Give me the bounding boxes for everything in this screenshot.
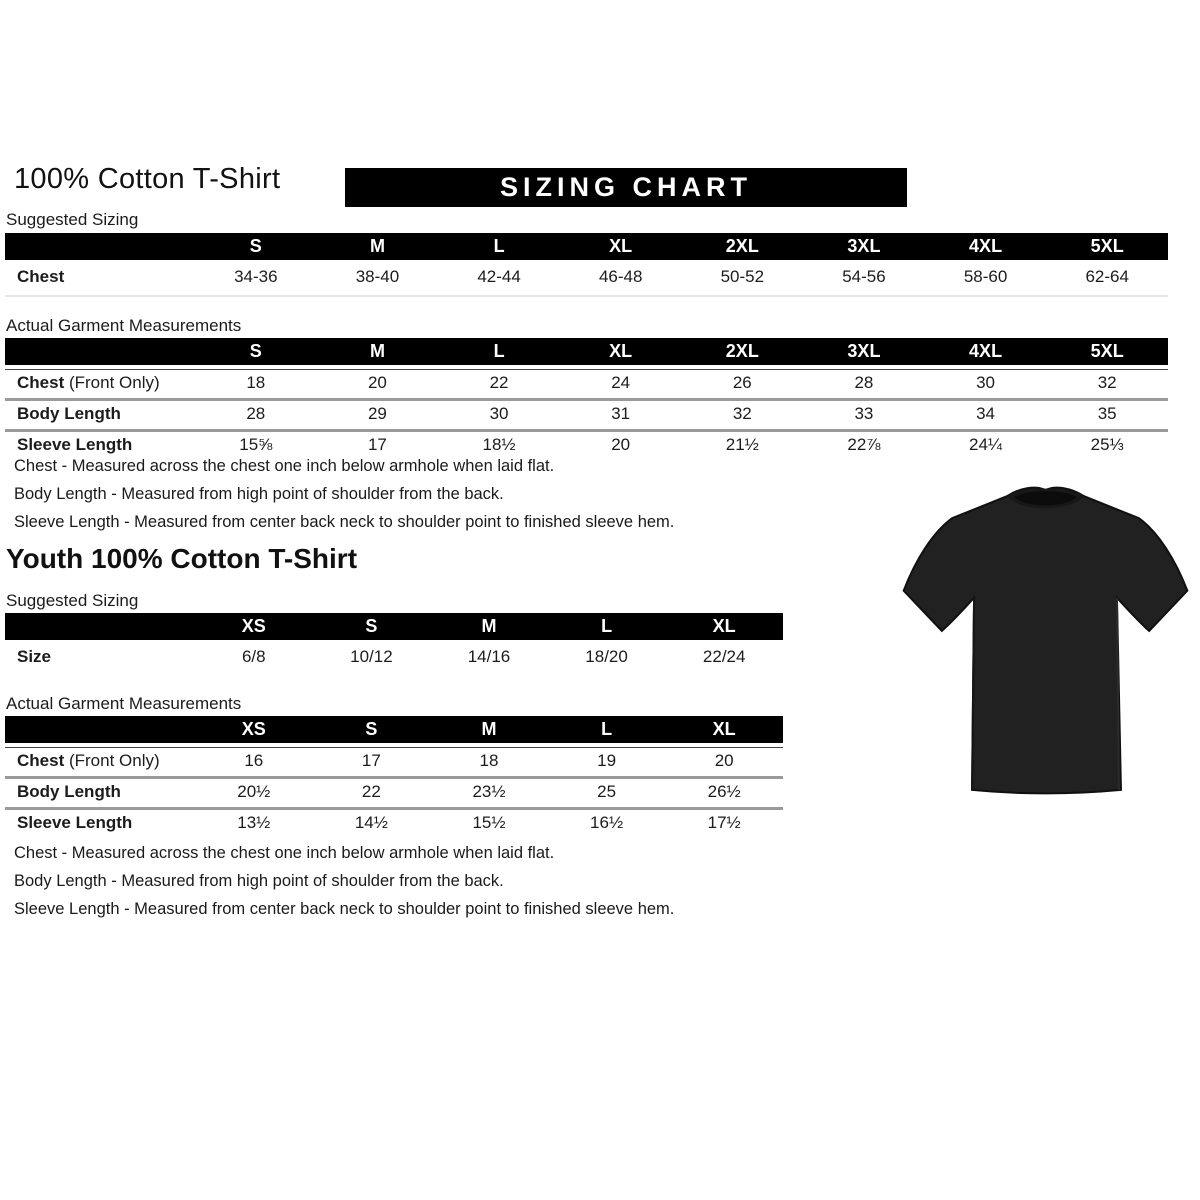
measurement-value: 30 <box>438 398 560 429</box>
measurement-value: 24¼ <box>925 429 1047 460</box>
size-header-spacer <box>5 716 195 747</box>
measurement-value: 22 <box>438 369 560 398</box>
measurement-value: 19 <box>548 747 666 776</box>
measurement-row <box>5 260 1168 297</box>
tshirt-graphic <box>893 476 1198 808</box>
measurement-value: 23½ <box>430 776 548 807</box>
measurement-note: Chest - Measured across the chest one inch below armhole when laid flat. <box>14 844 555 862</box>
youth-title: Youth 100% Cotton T-Shirt <box>6 543 358 574</box>
adult-actual-measurements-table <box>5 338 1168 460</box>
measurement-row-label: Sleeve Length <box>5 429 195 460</box>
youth-measurement-notes <box>14 839 674 923</box>
measurement-value: 18 <box>430 747 548 776</box>
size-column-header: L <box>438 338 560 369</box>
size-column-header: 2XL <box>682 338 804 369</box>
measurement-value: 33 <box>803 398 925 429</box>
measurement-value: 17 <box>317 429 439 460</box>
measurement-value: 17½ <box>665 807 783 838</box>
measurement-value: 14/16 <box>467 647 511 666</box>
size-column-header: 2XL <box>682 233 804 260</box>
measurement-value: 22⅞ <box>803 429 925 460</box>
black-tshirt-image <box>893 476 1198 808</box>
measurement-value: 18 <box>195 369 317 398</box>
youth-suggested-sizing-table <box>5 613 783 675</box>
youth-actual-measurements-table <box>5 716 783 838</box>
youth-suggested-sizing-label: Suggested Sizing <box>6 591 139 610</box>
measurement-value: 58-60 <box>925 260 1047 297</box>
page-title: 100% Cotton T-Shirt <box>14 163 281 195</box>
measurement-row <box>5 398 1168 429</box>
measurement-value: 29 <box>317 398 439 429</box>
measurement-note: Sleeve Length - Measured from center back neck to shoulder point to finished sleeve hem. <box>14 900 675 918</box>
measurement-row-label: Size <box>17 647 52 666</box>
size-header-spacer <box>5 233 195 260</box>
measurement-value: 21½ <box>682 429 804 460</box>
size-column-header: XL <box>665 613 783 640</box>
size-column-header: 4XL <box>925 338 1047 369</box>
size-column-header: XS <box>195 613 313 640</box>
measurement-value: 42-44 <box>438 260 560 297</box>
size-column-header: S <box>313 716 431 747</box>
measurement-value: 31 <box>560 398 682 429</box>
adult-measurement-notes <box>14 452 674 536</box>
size-column-header: XL <box>560 338 682 369</box>
size-column-header: M <box>430 716 548 747</box>
measurement-value: 32 <box>682 398 804 429</box>
measurement-value: 15½ <box>430 807 548 838</box>
measurement-value: 28 <box>195 398 317 429</box>
size-column-header: M <box>317 338 439 369</box>
measurement-value: 20½ <box>195 776 313 807</box>
size-column-header: S <box>195 233 317 260</box>
measurement-value: 26½ <box>665 776 783 807</box>
adult-suggested-sizing-table <box>5 233 1168 297</box>
measurement-value: 14½ <box>313 807 431 838</box>
measurement-value: 25 <box>548 776 666 807</box>
size-column-header: XL <box>560 233 682 260</box>
sizing-chart-banner: SIZING CHART <box>345 168 907 207</box>
adult-suggested-sizing-label: Suggested Sizing <box>6 210 139 229</box>
size-column-header: L <box>548 716 666 747</box>
measurement-row-label: Chest <box>5 260 195 297</box>
measurement-value: 46-48 <box>560 260 682 297</box>
measurement-value: 34 <box>925 398 1047 429</box>
size-column-header: XS <box>195 716 313 747</box>
measurement-row-label: Body Length <box>5 776 195 807</box>
measurement-value: 54-56 <box>803 260 925 297</box>
size-column-header: M <box>430 613 548 640</box>
size-column-header: 5XL <box>1046 338 1168 369</box>
size-column-header: S <box>313 613 431 640</box>
size-column-header: 3XL <box>803 338 925 369</box>
measurement-value: 18½ <box>438 429 560 460</box>
size-header-spacer <box>5 613 195 640</box>
measurement-value: 35 <box>1046 398 1168 429</box>
measurement-row <box>5 776 783 807</box>
measurement-note: Body Length - Measured from high point of shoulder from the back. <box>14 872 504 890</box>
size-column-header: 3XL <box>803 233 925 260</box>
measurement-value: 30 <box>925 369 1047 398</box>
measurement-value: 38-40 <box>317 260 439 297</box>
measurement-value: 15⅝ <box>195 429 317 460</box>
measurement-value: 6/8 <box>241 647 266 666</box>
measurement-row-label: Chest (Front Only) <box>5 369 195 398</box>
measurement-value: 18/20 <box>585 647 628 666</box>
measurement-row <box>5 747 783 776</box>
measurement-value: 22 <box>313 776 431 807</box>
measurement-value: 20 <box>317 369 439 398</box>
measurement-row <box>5 640 783 675</box>
measurement-row-label: Body Length <box>5 398 195 429</box>
measurement-row-label: Chest (Front Only) <box>5 747 195 776</box>
measurement-note: Sleeve Length - Measured from center back neck to shoulder point to finished sleeve hem. <box>14 513 675 531</box>
size-header-spacer <box>5 338 195 369</box>
size-column-header: S <box>195 338 317 369</box>
measurement-value: 62-64 <box>1046 260 1168 297</box>
measurement-value: 50-52 <box>682 260 804 297</box>
measurement-value: 17 <box>313 747 431 776</box>
measurement-value: 24 <box>560 369 682 398</box>
measurement-value: 34-36 <box>195 260 317 297</box>
measurement-value: 32 <box>1046 369 1168 398</box>
measurement-value: 20 <box>560 429 682 460</box>
measurement-row-label: Sleeve Length <box>5 807 195 838</box>
measurement-value: 16½ <box>548 807 666 838</box>
measurement-value: 28 <box>803 369 925 398</box>
measurement-row <box>5 369 1168 398</box>
size-column-header: L <box>438 233 560 260</box>
measurement-value: 26 <box>682 369 804 398</box>
measurement-value: 20 <box>665 747 783 776</box>
size-column-header: 5XL <box>1046 233 1168 260</box>
measurement-value: 16 <box>195 747 313 776</box>
measurement-value: 25⅓ <box>1046 429 1168 460</box>
measurement-value: 22/24 <box>702 647 746 666</box>
youth-actual-measurements-label: Actual Garment Measurements <box>6 694 242 713</box>
adult-actual-measurements-label: Actual Garment Measurements <box>6 316 242 335</box>
size-column-header: M <box>317 233 439 260</box>
measurement-value: 10/12 <box>350 647 393 666</box>
size-column-header: L <box>548 613 666 640</box>
measurement-note: Chest - Measured across the chest one inch below armhole when laid flat. <box>14 457 555 475</box>
measurement-value: 13½ <box>195 807 313 838</box>
size-column-header: XL <box>665 716 783 747</box>
measurement-note: Body Length - Measured from high point of shoulder from the back. <box>14 485 504 503</box>
measurement-row <box>5 807 783 838</box>
size-column-header: 4XL <box>925 233 1047 260</box>
